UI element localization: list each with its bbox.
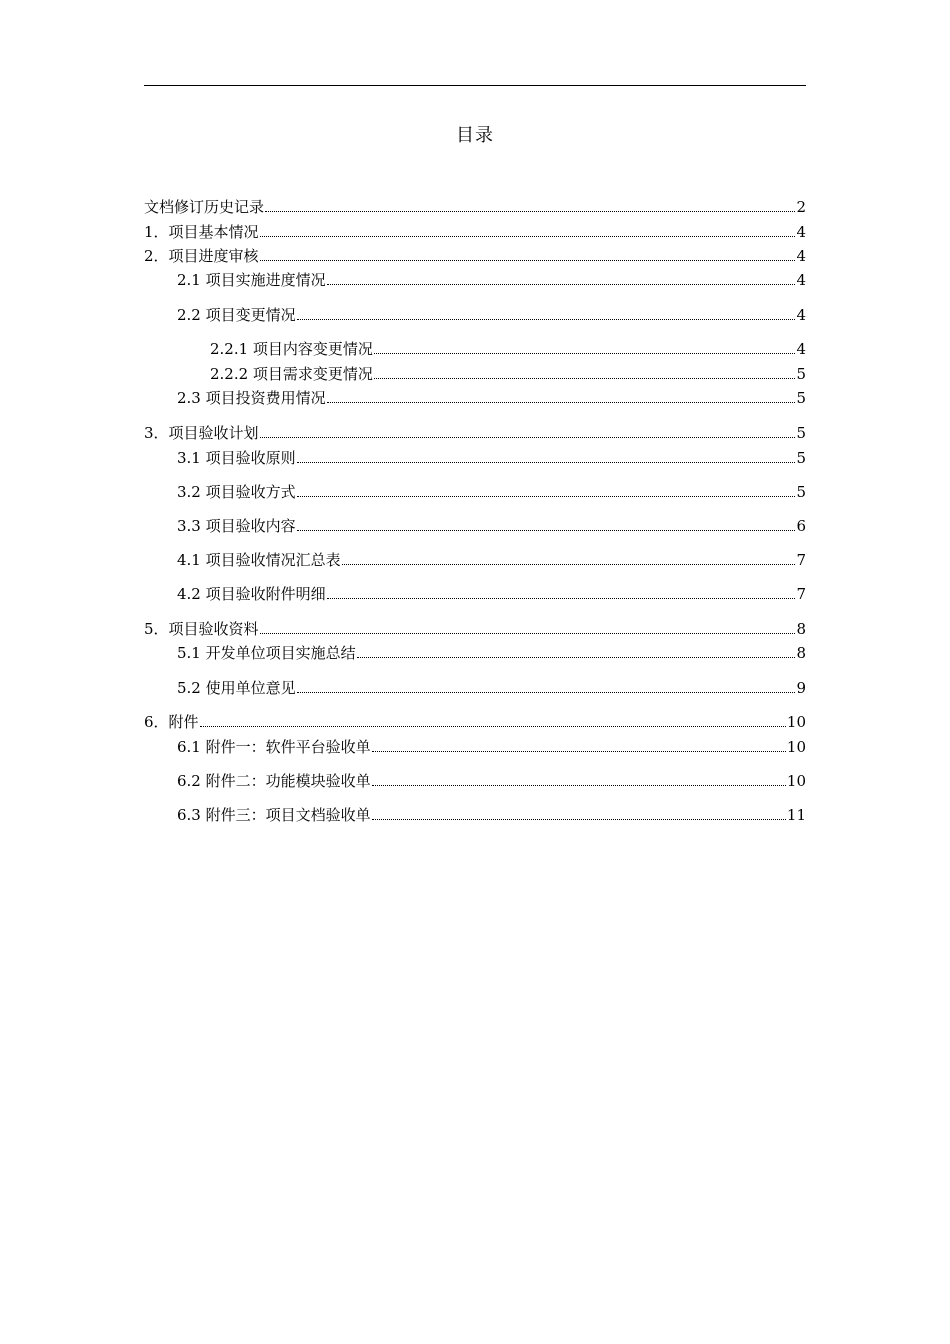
toc-dot-leader: [327, 270, 796, 285]
toc-entry-3-3[interactable]: [177, 516, 806, 536]
toc-entry-label: 1．项目基本情况: [144, 223, 259, 241]
toc-entry-5-2[interactable]: [177, 678, 806, 698]
toc-entry-label: 5．项目验收资料: [144, 620, 259, 638]
toc-entry-label: 3.3 项目验收内容: [177, 517, 296, 535]
toc-entry-page: 8: [796, 644, 806, 662]
toc-entry-label: 3.1 项目验收原则: [177, 449, 296, 467]
toc-entry-page: 10: [786, 738, 806, 756]
toc-entry-label: 5.1 开发单位项目实施总结: [177, 644, 356, 662]
toc-entry-3-2[interactable]: [177, 482, 806, 502]
toc-entry-page: 5: [796, 483, 806, 501]
toc-entry-label: 2．项目进度审核: [144, 247, 259, 265]
toc-entry-1[interactable]: [144, 222, 806, 242]
toc-entry-page: 4: [796, 247, 806, 265]
toc-entry-page: 11: [786, 806, 806, 824]
toc-entry-page: 6: [796, 517, 806, 535]
toc-entry-6-2[interactable]: [177, 771, 806, 791]
toc-dot-leader: [260, 246, 796, 261]
toc-entry-page: 10: [786, 772, 806, 790]
toc-entry-label: 文档修订历史记录: [144, 198, 265, 216]
toc-entry-label: 2.1 项目实施进度情况: [177, 271, 326, 289]
toc-entry-2[interactable]: [144, 246, 806, 266]
toc-entry-5[interactable]: [144, 619, 806, 639]
toc-entry-page: 5: [796, 424, 806, 442]
toc-entry-page: 4: [796, 340, 806, 358]
toc-entry-2-1[interactable]: [177, 270, 806, 290]
toc-entry-6-1[interactable]: [177, 737, 806, 757]
toc-entry-page: 4: [796, 223, 806, 241]
toc-entry-6-3[interactable]: [177, 805, 806, 825]
toc-dot-leader: [260, 423, 796, 438]
toc-dot-leader: [200, 712, 786, 727]
toc-dot-leader: [342, 550, 796, 565]
toc-entry-page: 5: [796, 449, 806, 467]
toc-entry-page: 10: [786, 713, 806, 731]
toc-entry-2-2-1[interactable]: [210, 339, 806, 359]
toc-entry-4-2[interactable]: [177, 584, 806, 604]
toc-entry-label: 6.3 附件三：项目文档验收单: [177, 806, 371, 824]
toc-dot-leader: [297, 305, 796, 320]
toc-entry-revision-history[interactable]: [144, 197, 806, 217]
toc-entry-label: 3.2 项目验收方式: [177, 483, 296, 501]
toc-entry-page: 5: [796, 389, 806, 407]
toc-entry-page: 9: [796, 679, 806, 697]
toc-entry-page: 7: [796, 585, 806, 603]
toc-entry-2-2[interactable]: [177, 305, 806, 325]
header-rule: [144, 85, 806, 86]
toc-entry-label: 2.2.1 项目内容变更情况: [210, 340, 373, 358]
toc-dot-leader: [357, 643, 796, 658]
toc-entry-label: 6．附件: [144, 713, 199, 731]
toc-entry-2-2-2[interactable]: [210, 364, 806, 384]
toc-dot-leader: [374, 339, 796, 354]
toc-entry-4-1[interactable]: [177, 550, 806, 570]
toc-entry-label: 3．项目验收计划: [144, 424, 259, 442]
toc-dot-leader: [260, 619, 796, 634]
toc-entry-5-1[interactable]: [177, 643, 806, 663]
page-title: 目录: [456, 125, 494, 146]
toc-entry-3[interactable]: [144, 423, 806, 443]
toc-dot-leader: [327, 584, 796, 599]
toc-entry-page: 2: [796, 198, 806, 216]
toc-entry-label: 4.2 项目验收附件明细: [177, 585, 326, 603]
toc-entry-page: 4: [796, 271, 806, 289]
toc-dot-leader: [260, 222, 796, 237]
toc-entry-page: 5: [796, 365, 806, 383]
toc-dot-leader: [297, 516, 796, 531]
toc-entry-label: 2.2.2 项目需求变更情况: [210, 365, 373, 383]
toc-dot-leader: [372, 737, 786, 752]
toc-dot-leader: [372, 805, 786, 820]
toc-dot-leader: [265, 197, 795, 212]
toc-entry-label: 2.3 项目投资费用情况: [177, 389, 326, 407]
toc-dot-leader: [372, 771, 786, 786]
toc-entry-3-1[interactable]: [177, 448, 806, 468]
toc-entry-page: 7: [796, 551, 806, 569]
toc-entry-label: 4.1 项目验收情况汇总表: [177, 551, 341, 569]
toc-entry-label: 6.1 附件一：软件平台验收单: [177, 738, 371, 756]
toc-entry-2-3[interactable]: [177, 388, 806, 408]
toc-entry-label: 2.2 项目变更情况: [177, 306, 296, 324]
toc-entry-page: 4: [796, 306, 806, 324]
toc-entry-page: 8: [796, 620, 806, 638]
toc-dot-leader: [297, 448, 796, 463]
toc-dot-leader: [374, 364, 796, 379]
toc-entry-label: 5.2 使用单位意见: [177, 679, 296, 697]
toc-dot-leader: [297, 482, 796, 497]
toc-dot-leader: [327, 388, 796, 403]
toc-entry-label: 6.2 附件二：功能模块验收单: [177, 772, 371, 790]
toc-dot-leader: [297, 678, 796, 693]
toc-entry-6[interactable]: [144, 712, 806, 732]
